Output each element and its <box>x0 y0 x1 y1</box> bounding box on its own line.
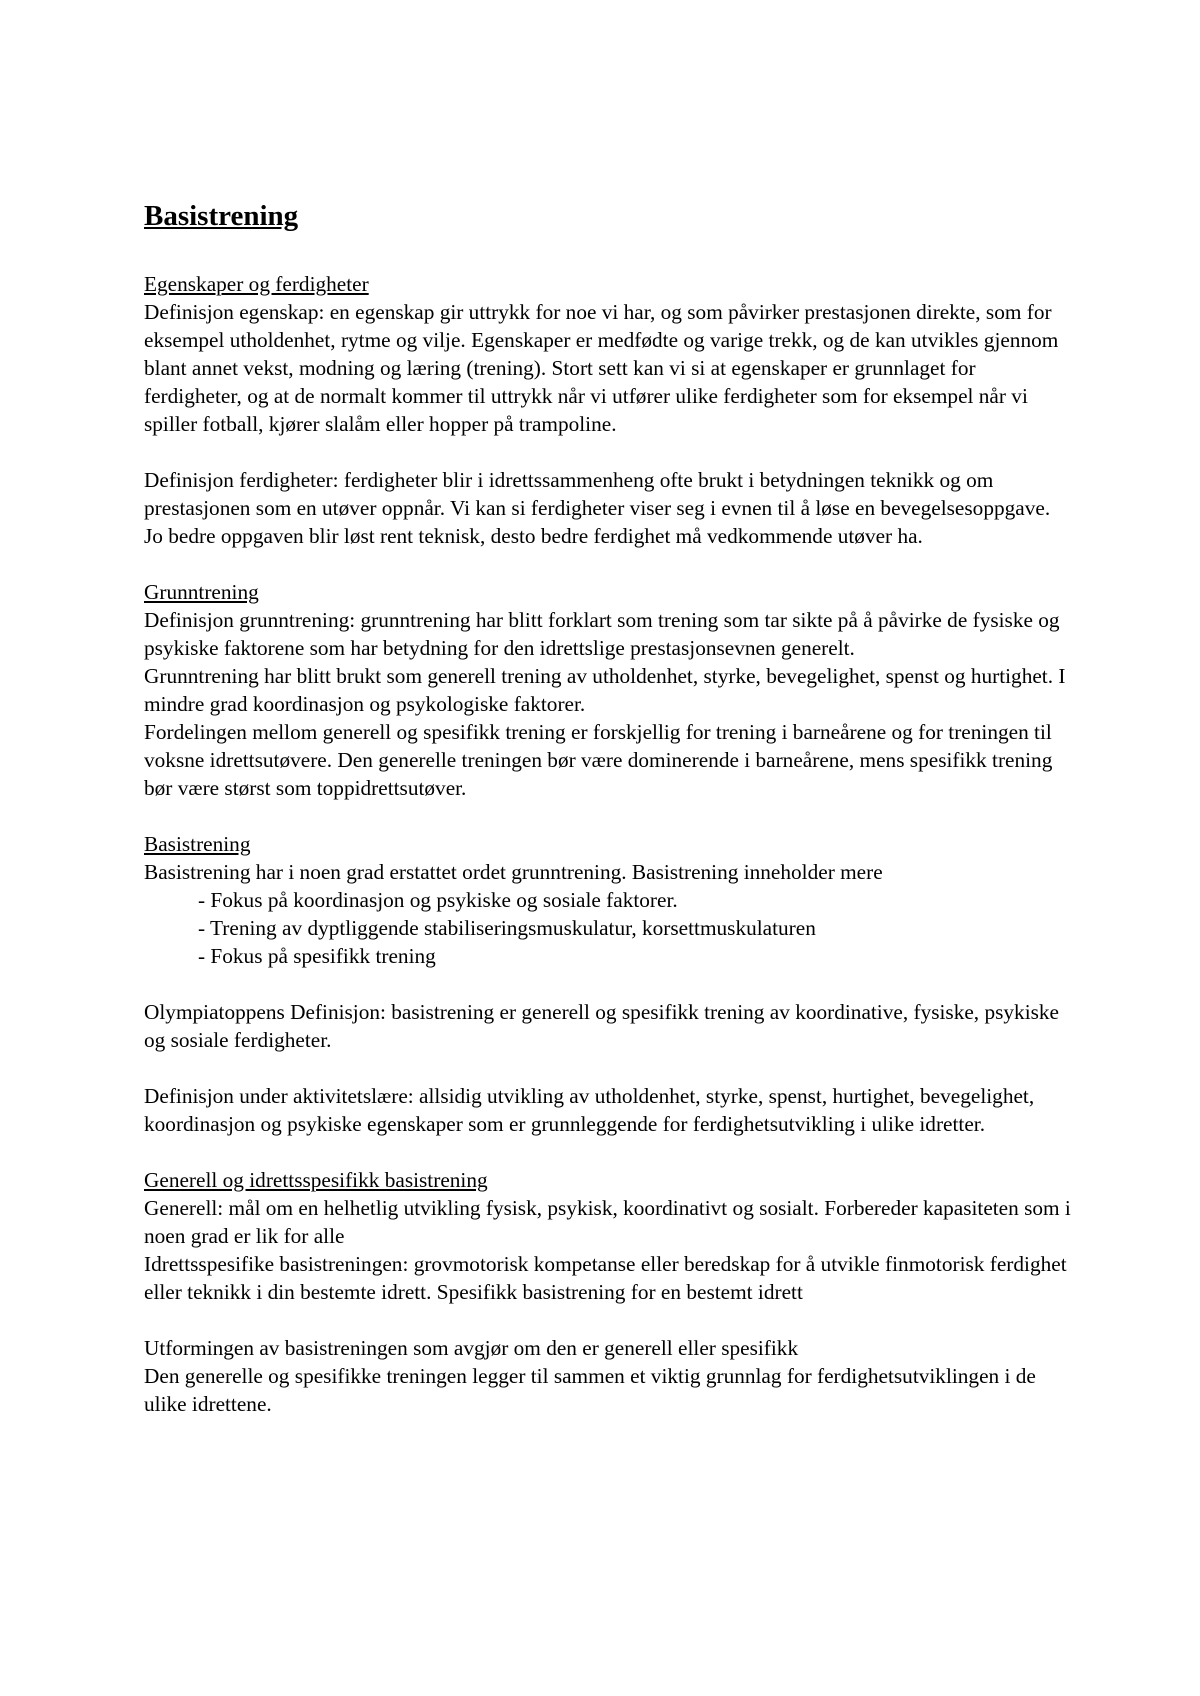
paragraph-grunnlag: Den generelle og spesifikke treningen legger til sammen et viktig grunnlag for ferdighetsutviklingen i de ulike idrettene. <box>144 1364 1036 1416</box>
section-heading-generell: Generell og idrettsspesifikk basistrening <box>144 1168 488 1192</box>
section-generell <box>144 1166 1074 1418</box>
section-heading-grunntrening: Grunntrening <box>144 580 259 604</box>
section-heading-egenskaper: Egenskaper og ferdigheter <box>144 272 369 296</box>
paragraph-grunntrening-usage: Grunntrening har blitt brukt som generell trening av utholdenhet, styrke, bevegelighet, spenst og hurtighet. I mindre grad koordinasjon og psykologiske faktorer. <box>144 664 1066 716</box>
paragraph-utformingen: Utformingen av basistreningen som avgjør om den er generell eller spesifikk <box>144 1336 799 1360</box>
document-page <box>144 196 1074 1418</box>
section-egenskaper <box>144 270 1074 550</box>
list-item: - Trening av dyptliggende stabiliseringsmuskulatur, korsettmuskulaturen <box>198 916 816 940</box>
list-item: - Fokus på spesifikk trening <box>198 944 436 968</box>
section-basistrening <box>144 830 1074 1138</box>
list-item: - Fokus på koordinasjon og psykiske og sosiale faktorer. <box>198 888 678 912</box>
section-grunntrening <box>144 578 1074 802</box>
section-heading-basistrening: Basistrening <box>144 832 251 856</box>
paragraph-grunntrening-distribution: Fordelingen mellom generell og spesifikk trening er forskjellig for trening i barneårene og for treningen til voksne idrettsutøvere. Den generelle treningen bør være dominerende i barneårene, mens spesifikk trening bør være størst som toppidrettsutøver. <box>144 720 1053 800</box>
page-title: Basistrening <box>144 200 299 232</box>
paragraph-basistrening-intro: Basistrening har i noen grad erstattet ordet grunntrening. Basistrening inneholder mere <box>144 860 883 884</box>
paragraph-generell: Generell: mål om en helhetlig utvikling fysisk, psykisk, koordinativt og sosialt. Forbereder kapasiteten som i noen grad er lik for alle <box>144 1196 1071 1248</box>
paragraph-aktivitetslaere-definition: Definisjon under aktivitetslære: allsidig utvikling av utholdenhet, styrke, spenst, hurtighet, bevegelighet, koordinasjon og psykiske egenskaper som er grunnleggende for ferdighetsutvikling i ulike idretter. <box>144 1084 1035 1136</box>
paragraph-egenskap-definition: Definisjon egenskap: en egenskap gir uttrykk for noe vi har, og som påvirker prestasjonen direkte, som for eksempel utholdenhet, rytme og vilje. Egenskaper er medfødte og varige trekk, og de kan utvikles gjennom blant annet vekst, modning og læring (trening). Stort sett kan vi si at egenskaper er grunnlaget for ferdigheter, og at de normalt kommer til uttrykk når vi utfører ulike ferdigheter som for eksempel når vi spiller fotball, kjører slalåm eller hopper på trampoline. <box>144 300 1059 436</box>
paragraph-ferdigheter-definition: Definisjon ferdigheter: ferdigheter blir i idrettssammenheng ofte brukt i betydningen teknikk og om prestasjonen som en utøver oppnår. Vi kan si ferdigheter viser seg i evnen til å løse en bevegelsesoppgave. Jo bedre oppgaven blir løst rent teknisk, desto bedre ferdighet må vedkommende utøver ha. <box>144 468 1051 548</box>
paragraph-olympiatoppen-definition: Olympiatoppens Definisjon: basistrening er generell og spesifikk trening av koordinative, fysiske, psykiske og sosiale ferdigheter. <box>144 1000 1059 1052</box>
paragraph-idrettsspesifikk: Idrettsspesifike basistreningen: grovmotorisk kompetanse eller beredskap for å utvikle finmotorisk ferdighet eller teknikk i din bestemte idrett. Spesifikk basistrening for en bestemt idrett <box>144 1252 1067 1304</box>
paragraph-grunntrening-definition: Definisjon grunntrening: grunntrening har blitt forklart som trening som tar sikte på å påvirke de fysiske og psykiske faktorene som har betydning for den idrettslige prestasjonsevnen generelt. <box>144 608 1060 660</box>
